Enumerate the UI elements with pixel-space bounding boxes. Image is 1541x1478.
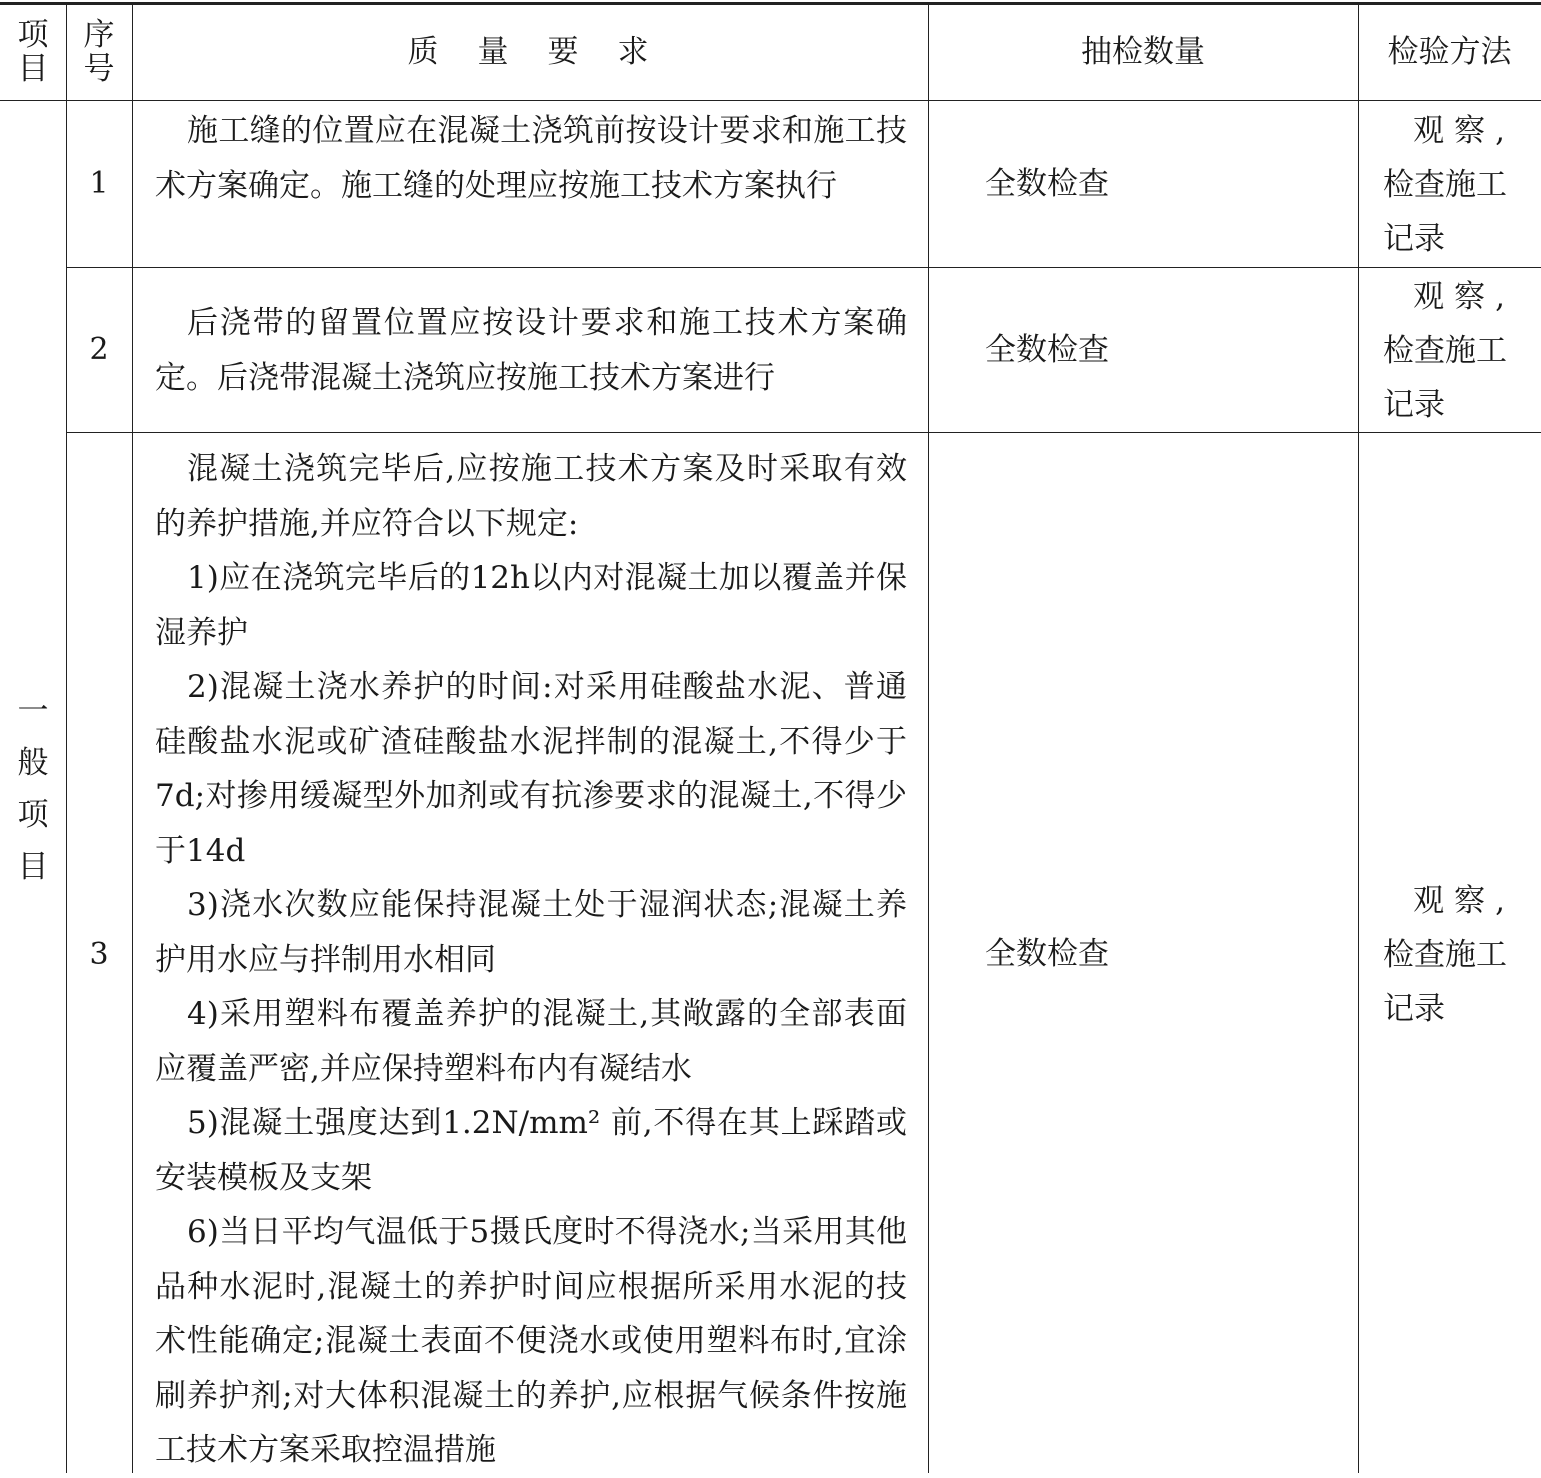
row1-requirement	[155, 104, 907, 213]
header-method: 检验方法	[1387, 34, 1512, 70]
row2-method-line2: 检查施工	[1383, 333, 1507, 369]
row3-item-4: 4)采用塑料布覆盖养护的混凝土,其敞露的全部表面应覆盖严密,并应保持塑料布内有凝结水	[155, 996, 907, 1087]
col-divider-1	[66, 2, 67, 1473]
row2-requirement-text: 后浇带的留置位置应按设计要求和施工技术方案确定。后浇带混凝土浇筑应按施工技术方案进行	[155, 305, 907, 396]
category-general-items	[0, 685, 66, 893]
header-quantity: 抽检数量	[1081, 34, 1205, 70]
header-seq-char1: 序	[83, 17, 115, 53]
header-category-char1: 项	[17, 17, 49, 53]
row1-seq: 1	[89, 166, 109, 201]
row3-method-line2: 检查施工	[1383, 937, 1507, 973]
category-char1: 一	[17, 693, 49, 729]
row2-requirement	[155, 296, 907, 405]
header-seq	[66, 18, 132, 86]
category-char3: 项	[17, 797, 49, 833]
col-divider-2	[132, 2, 133, 1473]
row1-method-line1: 观察,	[1413, 113, 1515, 149]
header-bottom-rule	[0, 100, 1541, 101]
row3-item-5: 5)混凝土强度达到1.2N/mm² 前,不得在其上踩踏或安装模板及支架	[155, 1105, 907, 1196]
row2-method-line1: 观察,	[1413, 279, 1515, 315]
row3-requirement	[155, 442, 907, 1478]
row3-method-line3: 记录	[1383, 991, 1445, 1027]
row2-seq: 2	[89, 332, 109, 367]
row3-item-3: 3)浇水次数应能保持混凝土处于湿润状态;混凝土养护用水应与拌制用水相同	[155, 887, 907, 978]
header-category	[0, 18, 66, 86]
row3-quantity: 全数检查	[985, 936, 1109, 972]
row3-method-line1: 观察,	[1413, 883, 1515, 919]
row3-method	[1383, 874, 1523, 1036]
row3-intro: 混凝土浇筑完毕后,应按施工技术方案及时采取有效的养护措施,并应符合以下规定:	[155, 451, 907, 542]
col-divider-4	[1358, 2, 1359, 1473]
row2-quantity: 全数检查	[985, 332, 1109, 368]
category-char2: 般	[17, 745, 49, 781]
table-top-rule	[0, 2, 1541, 5]
row3-seq: 3	[89, 937, 109, 972]
row1-requirement-text: 施工缝的位置应在混凝土浇筑前按设计要求和施工技术方案确定。施工缝的处理应按施工技术方案执行	[155, 113, 907, 204]
col-divider-3	[928, 2, 929, 1473]
header-category-char2: 目	[17, 51, 49, 87]
row1-bottom-rule	[66, 267, 1541, 268]
row3-item-2: 2)混凝土浇水养护的时间:对采用硅酸盐水泥、普通硅酸盐水泥或矿渣硅酸盐水泥拌制的混凝土,不得少于7d;对掺用缓凝型外加剂或有抗渗要求的混凝土,不得少于14d	[155, 669, 907, 869]
category-char4: 目	[17, 849, 49, 885]
row3-item-6: 6)当日平均气温低于5摄氏度时不得浇水;当采用其他品种水泥时,混凝土的养护时间应根据所采用水泥的技术性能确定;混凝土表面不便浇水或使用塑料布时,宜涂刷养护剂;对大体积混凝土的养护,应根据气候条件按施工技术方案采取控温措施	[155, 1214, 907, 1468]
row1-method-line2: 检查施工	[1383, 167, 1507, 203]
row2-method-line3: 记录	[1383, 387, 1445, 423]
row1-method-line3: 记录	[1383, 221, 1445, 257]
row1-quantity: 全数检查	[985, 166, 1109, 202]
row3-item-1: 1)应在浇筑完毕后的12h以内对混凝土加以覆盖并保湿养护	[155, 560, 907, 651]
row1-method	[1383, 104, 1523, 266]
header-seq-char2: 号	[83, 51, 115, 87]
row2-bottom-rule	[66, 432, 1541, 433]
header-requirement: 质 量 要 求	[407, 34, 653, 70]
row2-method	[1383, 270, 1523, 432]
